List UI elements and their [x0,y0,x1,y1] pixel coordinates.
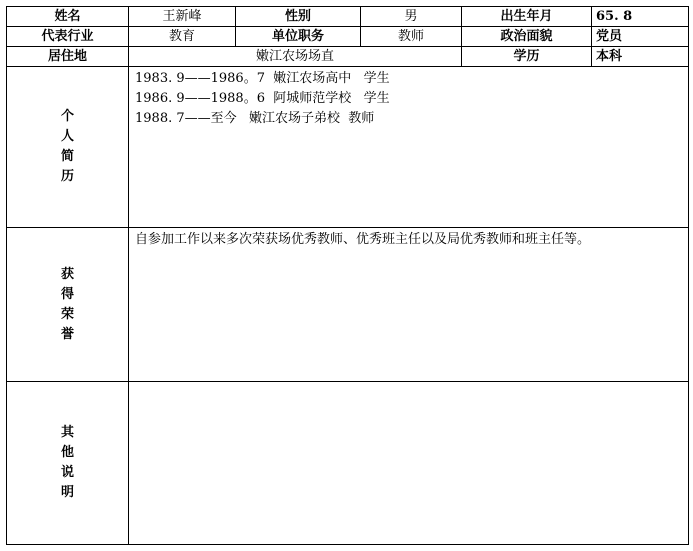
resume-line: 1988. 7——至今 嫩江农场子弟校 教师 [135,111,375,126]
honors-content [129,228,689,382]
position-value: 教师 [361,27,462,47]
other-label-char: 说 [60,465,74,480]
honors-label-char: 誉 [60,326,74,342]
form-row-residence [7,47,689,67]
resume-label-char: 历 [60,169,74,184]
industry-value: 教育 [129,27,236,47]
honors-text: 自参加工作以来多次荣获场优秀教师、优秀班主任以及局优秀教师和班主任等。 [135,232,591,247]
resume-line: 1986. 9——1988。6 阿城师范学校 学生 [135,91,390,106]
other-label-char: 他 [60,445,74,460]
form-row-other [7,382,689,545]
resume-label [7,67,129,228]
political-status-label: 政治面貌 [462,27,592,47]
form-row-honors [7,228,689,382]
name-value: 王新峰 [129,7,236,27]
other-label-char: 其 [60,425,74,440]
birth-date-value: 65. 8 [592,7,689,27]
residence-label: 居住地 [7,47,129,67]
name-label: 姓名 [7,7,129,27]
education-value: 本科 [592,47,689,67]
residence-value: 嫩江农场场直 [129,47,462,67]
resume-label-char: 简 [60,149,74,164]
honors-label [7,228,129,382]
resume-line: 1983. 9——1986。7 嫩江农场高中 学生 [135,71,390,86]
other-notes-content [129,382,689,545]
other-notes-label [7,382,129,545]
birth-date-label: 出生年月 [462,7,592,27]
position-label: 单位职务 [236,27,361,47]
gender-label: 性别 [236,7,361,27]
form-row-basic [7,7,689,27]
other-label-char: 明 [60,485,74,500]
form-row-resume [7,67,689,228]
industry-label: 代表行业 [7,27,129,47]
honors-label-char: 得 [60,286,74,302]
resume-label-char: 个 [60,109,74,124]
personal-info-form [6,6,689,545]
political-status-value: 党员 [592,27,689,47]
resume-content [129,67,689,228]
gender-value: 男 [361,7,462,27]
honors-label-char: 荣 [60,306,74,322]
honors-label-char: 获 [60,266,74,282]
resume-label-char: 人 [60,129,74,144]
form-row-occupation [7,27,689,47]
education-label: 学历 [462,47,592,67]
other-notes-text [135,384,682,404]
